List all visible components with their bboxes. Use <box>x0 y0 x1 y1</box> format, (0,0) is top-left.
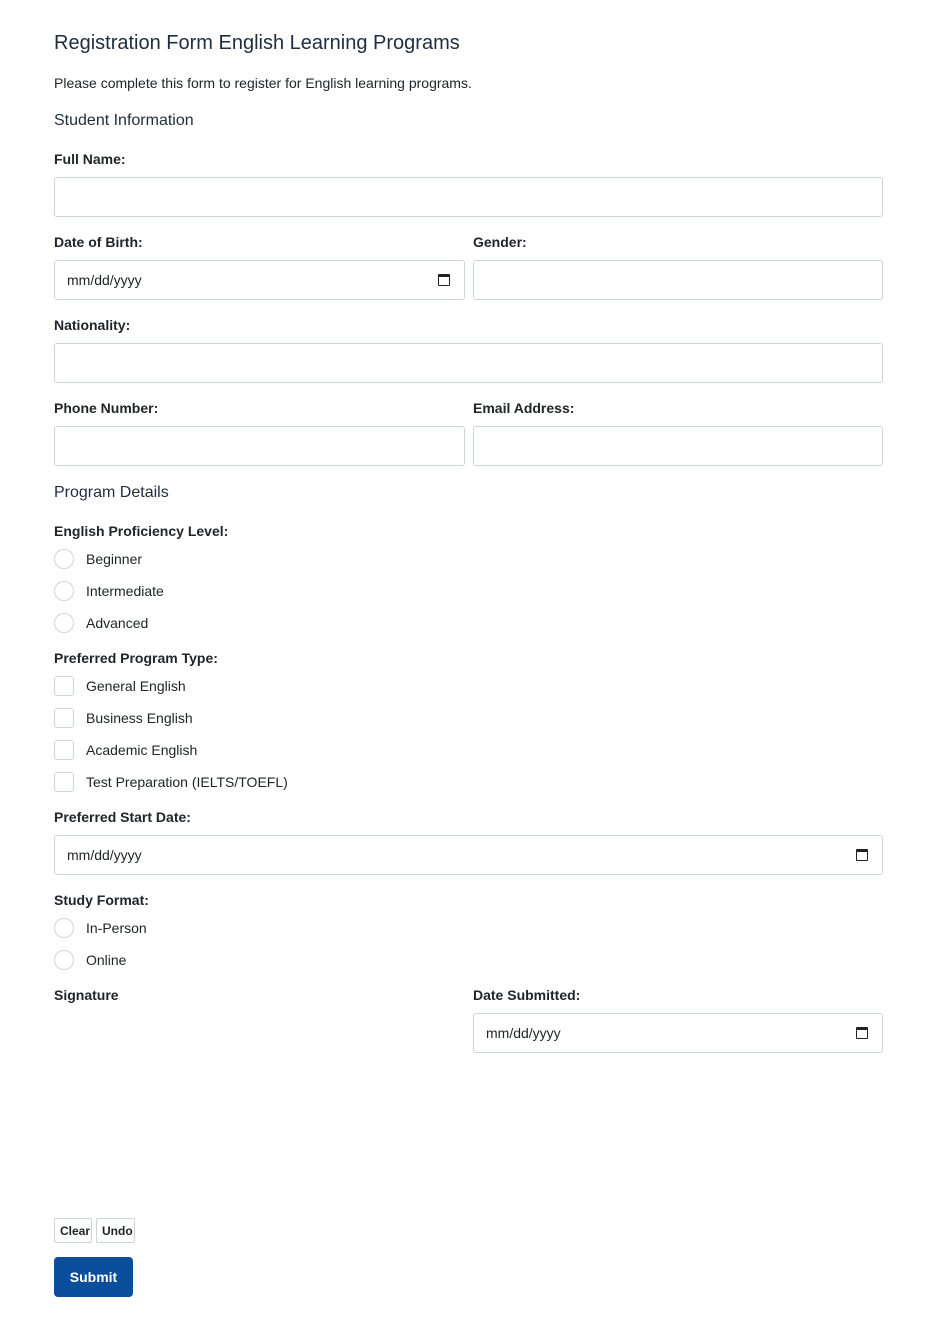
program-type-option-label: Business English <box>86 710 193 726</box>
proficiency-radio[interactable] <box>54 613 74 633</box>
signature-pad[interactable] <box>54 1010 465 1210</box>
phone-label: Phone Number: <box>54 400 159 416</box>
date-submitted-label: Date Submitted: <box>473 987 581 1003</box>
study-format-option-in-person[interactable] <box>54 917 147 939</box>
calendar-icon[interactable] <box>856 1027 868 1039</box>
program-type-option-business[interactable] <box>54 707 193 729</box>
program-type-checkbox[interactable] <box>54 740 74 760</box>
program-type-option-label: Academic English <box>86 742 198 758</box>
start-date-placeholder: mm/dd/yyyy <box>67 847 142 863</box>
signature-undo-button[interactable]: Undo <box>96 1218 135 1243</box>
proficiency-option-label: Intermediate <box>86 583 164 599</box>
study-format-option-label: Online <box>86 952 127 968</box>
start-date-label: Preferred Start Date: <box>54 809 191 825</box>
proficiency-radio[interactable] <box>54 549 74 569</box>
signature-label: Signature <box>54 987 119 1003</box>
date-submitted-input[interactable] <box>473 1013 883 1053</box>
submit-button[interactable]: Submit <box>54 1257 133 1297</box>
program-type-option-test-prep[interactable] <box>54 771 288 793</box>
proficiency-option-label: Beginner <box>86 551 143 567</box>
nationality-input[interactable] <box>54 343 883 383</box>
signature-clear-button[interactable]: Clear <box>54 1218 92 1243</box>
study-format-label: Study Format: <box>54 892 149 908</box>
email-label: Email Address: <box>473 400 575 416</box>
study-format-option-online[interactable] <box>54 949 126 971</box>
program-type-checkbox[interactable] <box>54 772 74 792</box>
program-type-option-general[interactable] <box>54 675 186 697</box>
proficiency-option-intermediate[interactable] <box>54 580 164 602</box>
program-type-option-label: General English <box>86 678 186 694</box>
study-format-option-label: In-Person <box>86 920 147 936</box>
email-input[interactable] <box>473 426 883 466</box>
dob-input[interactable] <box>54 260 465 300</box>
proficiency-option-label: Advanced <box>86 615 149 631</box>
program-type-checkbox[interactable] <box>54 708 74 728</box>
dob-label: Date of Birth: <box>54 234 143 250</box>
proficiency-option-advanced[interactable] <box>54 612 148 634</box>
full-name-label: Full Name: <box>54 151 126 167</box>
proficiency-radio[interactable] <box>54 581 74 601</box>
program-type-checkbox[interactable] <box>54 676 74 696</box>
program-type-option-academic[interactable] <box>54 739 197 761</box>
nationality-label: Nationality: <box>54 317 131 333</box>
page-title: Registration Form English Learning Programs <box>54 32 460 54</box>
student-section-title: Student Information <box>54 112 194 129</box>
study-format-radio[interactable] <box>54 918 74 938</box>
date-submitted-placeholder: mm/dd/yyyy <box>486 1025 561 1041</box>
gender-label: Gender: <box>473 234 527 250</box>
calendar-icon[interactable] <box>856 849 868 861</box>
phone-input[interactable] <box>54 426 465 466</box>
gender-input[interactable] <box>473 260 883 300</box>
program-type-label: Preferred Program Type: <box>54 650 218 666</box>
program-section-title: Program Details <box>54 484 169 501</box>
full-name-input[interactable] <box>54 177 883 217</box>
dob-placeholder: mm/dd/yyyy <box>67 272 142 288</box>
form-intro: Please complete this form to register for English learning programs. <box>54 75 472 91</box>
calendar-icon[interactable] <box>438 274 450 286</box>
program-type-option-label: Test Preparation (IELTS/TOEFL) <box>86 774 288 790</box>
start-date-input[interactable] <box>54 835 883 875</box>
proficiency-label: English Proficiency Level: <box>54 523 229 539</box>
proficiency-option-beginner[interactable] <box>54 548 142 570</box>
study-format-radio[interactable] <box>54 950 74 970</box>
